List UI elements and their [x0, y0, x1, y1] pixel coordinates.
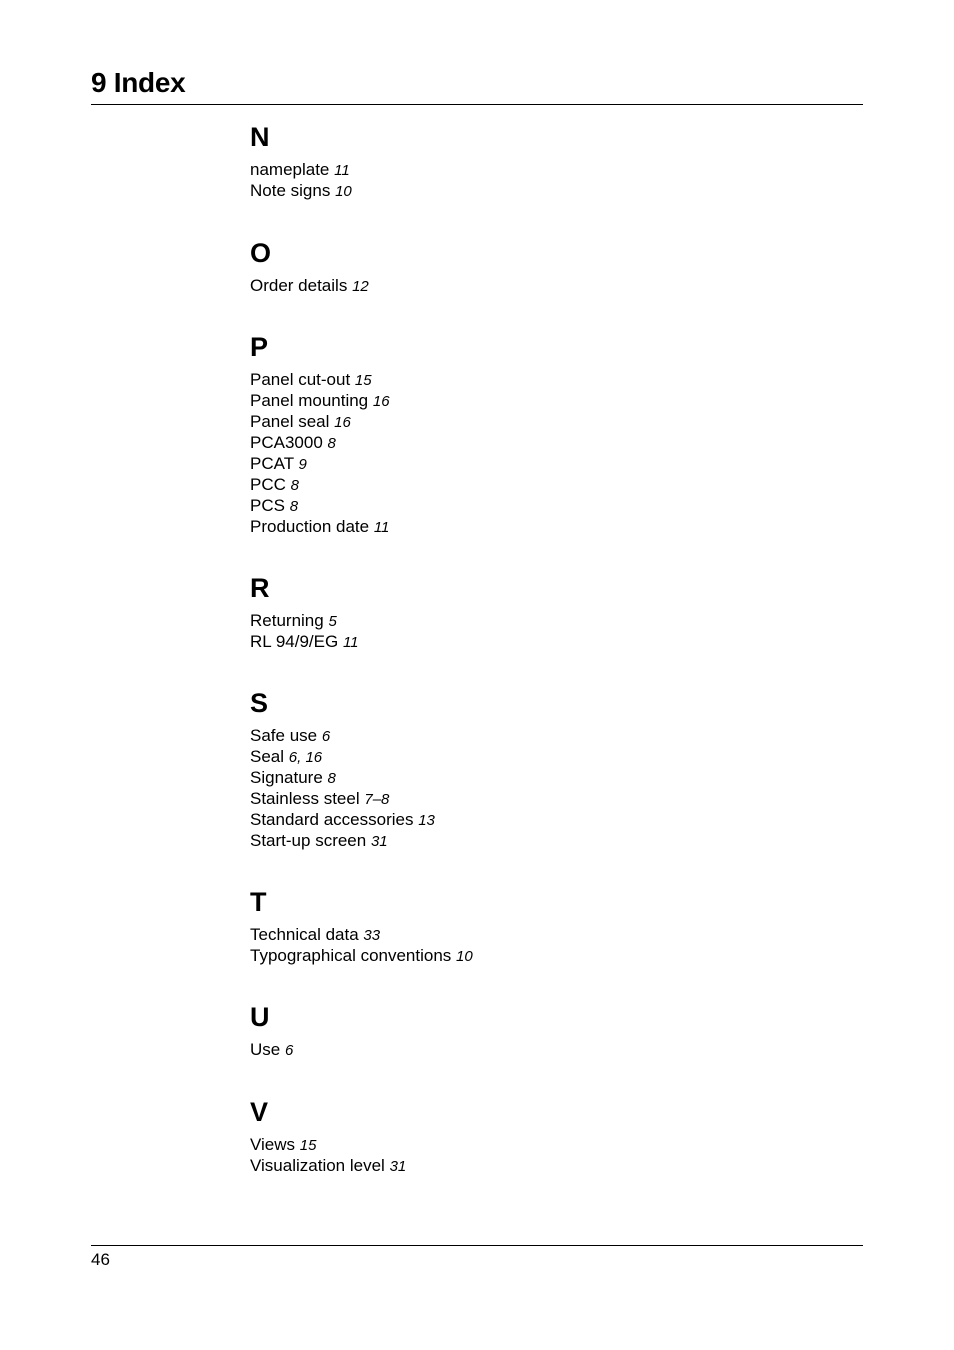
index-entry[interactable]: [250, 1134, 850, 1155]
index-entry[interactable]: [250, 180, 850, 201]
footer-rule: [91, 1245, 863, 1246]
index-term: Start-up screen: [250, 831, 367, 850]
index-entry-list: [250, 1039, 850, 1060]
index-section-n: [250, 121, 352, 200]
index-letter: O: [250, 238, 272, 268]
index-page-ref[interactable]: 11: [334, 162, 350, 179]
index-section-u: [250, 1001, 294, 1059]
index-term: Panel seal: [250, 412, 330, 431]
index-entry[interactable]: [250, 830, 850, 851]
index-term: Standard accessories: [250, 810, 414, 829]
index-letter: V: [250, 1097, 269, 1127]
index-term: nameplate: [250, 160, 330, 179]
index-page-ref[interactable]: 13: [418, 812, 435, 829]
index-entry[interactable]: [250, 1039, 850, 1060]
index-term: PCA3000: [250, 433, 323, 452]
index-page-ref[interactable]: 12: [352, 278, 369, 295]
index-entry-list: [250, 610, 850, 652]
index-entry[interactable]: [250, 1155, 850, 1176]
index-page-ref[interactable]: 16: [334, 414, 351, 431]
index-entry[interactable]: [250, 432, 850, 453]
index-term: RL 94/9/EG: [250, 632, 339, 651]
index-entry[interactable]: [250, 275, 850, 296]
index-entry[interactable]: [250, 945, 850, 966]
index-entry-list: [250, 159, 850, 201]
index-term: Typographical conventions: [250, 946, 452, 965]
index-entry-list: [250, 369, 850, 537]
index-page-ref[interactable]: 10: [456, 948, 473, 965]
index-term: Use: [250, 1040, 281, 1059]
index-term: Safe use: [250, 726, 318, 745]
index-entry[interactable]: [250, 809, 850, 830]
index-entry[interactable]: [250, 788, 850, 809]
index-page-ref[interactable]: 9: [298, 456, 307, 473]
index-entry[interactable]: [250, 924, 850, 945]
index-letter: T: [250, 887, 267, 917]
header-rule: [91, 104, 863, 105]
index-entry-list: [250, 725, 850, 851]
index-term: Panel cut-out: [250, 370, 351, 389]
index-entry[interactable]: [250, 390, 850, 411]
index-page-ref[interactable]: 8: [327, 435, 336, 452]
index-letter: U: [250, 1002, 270, 1032]
index-page-ref[interactable]: 15: [299, 1137, 317, 1154]
index-section-p: [250, 331, 390, 536]
index-page-ref[interactable]: 31: [389, 1158, 407, 1175]
index-entry[interactable]: [250, 725, 850, 746]
index-entry[interactable]: [250, 631, 850, 652]
index-term: PCAT: [250, 454, 294, 473]
index-page-ref[interactable]: 16: [372, 393, 390, 410]
index-page-ref[interactable]: 8: [327, 770, 336, 787]
index-page-ref[interactable]: 11: [342, 634, 359, 651]
index-entry[interactable]: [250, 516, 850, 537]
index-term: Panel mounting: [250, 391, 369, 410]
index-page-ref[interactable]: 10: [335, 183, 352, 200]
index-term: Views: [250, 1135, 296, 1154]
index-entry[interactable]: [250, 159, 850, 180]
index-page-ref[interactable]: 6: [321, 728, 331, 745]
index-entry[interactable]: [250, 610, 850, 631]
index-page-ref[interactable]: 6, 16: [288, 749, 323, 766]
index-term: Note signs: [250, 181, 331, 200]
index-term: Signature: [250, 768, 323, 787]
page-number: 46: [91, 1250, 110, 1269]
index-term: Technical data: [250, 925, 359, 944]
chapter-title: 9 Index: [91, 67, 186, 98]
index-page-ref[interactable]: 6: [284, 1042, 294, 1059]
index-entry-list: [250, 924, 850, 966]
index-page-ref[interactable]: 33: [363, 927, 381, 944]
index-term: PCC: [250, 475, 286, 494]
index-entry[interactable]: [250, 369, 850, 390]
index-page-ref[interactable]: 5: [328, 613, 337, 630]
index-entry[interactable]: [250, 767, 850, 788]
index-entry[interactable]: [250, 453, 850, 474]
index-entry[interactable]: [250, 474, 850, 495]
index-letter: N: [250, 122, 270, 152]
index-section-o: [250, 237, 369, 295]
index-entry[interactable]: [250, 495, 850, 516]
index-letter: S: [250, 688, 269, 718]
index-term: Returning: [250, 611, 324, 630]
index-page-ref[interactable]: 7–8: [364, 791, 390, 808]
index-term: PCS: [250, 496, 285, 515]
index-term: Stainless steel: [250, 789, 360, 808]
index-page-ref[interactable]: 8: [290, 477, 299, 494]
index-term: Visualization level: [250, 1156, 385, 1175]
index-term: Seal: [250, 747, 285, 766]
index-letter: P: [250, 332, 269, 362]
index-term: Production date: [250, 517, 370, 536]
index-entry-list: [250, 275, 850, 296]
index-section-r: [250, 572, 359, 651]
index-page-ref[interactable]: 15: [354, 372, 372, 389]
index-section-t: [250, 886, 473, 965]
index-entry[interactable]: [250, 746, 850, 767]
index-term: Order details: [250, 276, 348, 295]
index-letter: R: [250, 573, 270, 603]
index-entry-list: [250, 1134, 850, 1176]
index-section-v: [250, 1096, 407, 1175]
index-section-s: [250, 687, 435, 850]
index-page-ref[interactable]: 31: [370, 833, 388, 850]
index-page-ref[interactable]: 8: [289, 498, 299, 515]
index-page-ref[interactable]: 11: [373, 519, 390, 536]
index-entry[interactable]: [250, 411, 850, 432]
